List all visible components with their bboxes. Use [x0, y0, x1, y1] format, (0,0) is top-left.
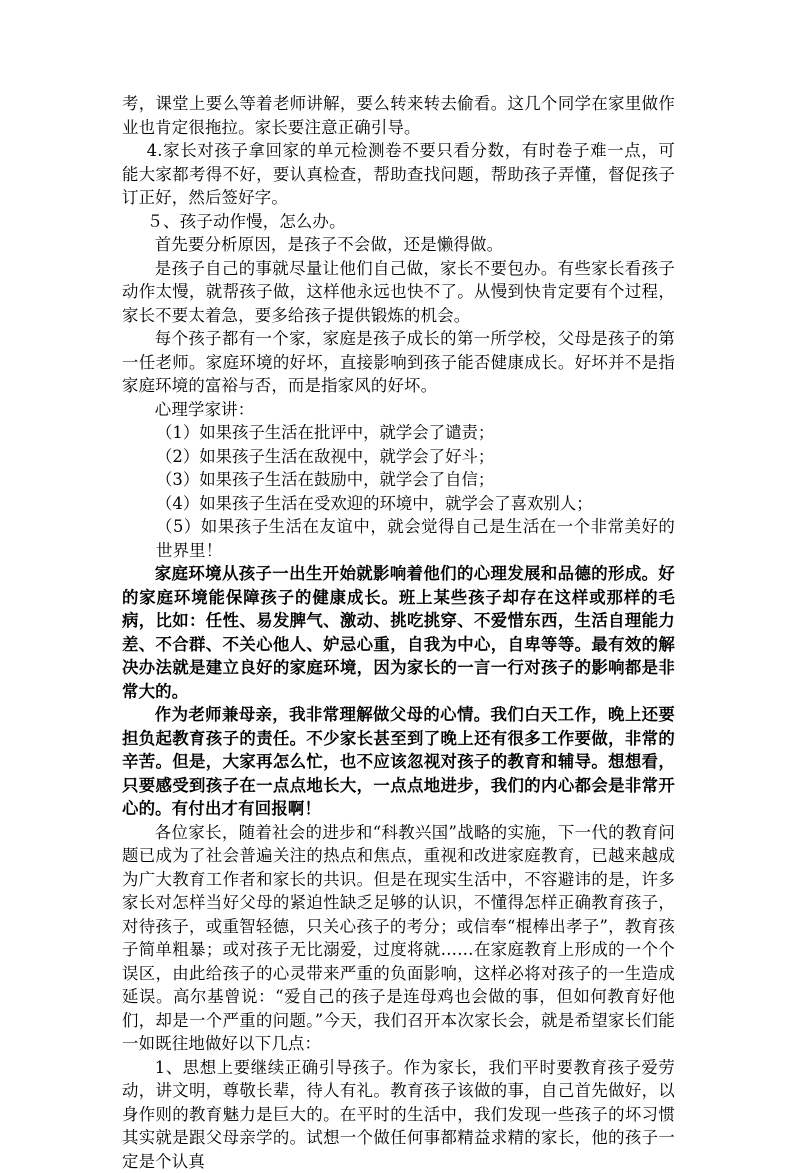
- document-page: [122, 92, 675, 1173]
- paragraph-teacher-mother: 作为老师兼母亲，我非常理解做父母的心情。我们白天工作，晚上还要担负起教育孩子的责任。不少家长甚至到了晚上还有很多工作要做，非常的辛苦。但是，大家再怎么忙，也不应该忽视对孩子的教育和辅导。想想看，只要感受到孩子在一点点地长大，一点点地进步，我们的内心都会是非常开心的。有付出才有回报啊！: [122, 703, 675, 821]
- paragraph-continuation: 考，课堂上要么等着老师讲解，要么转来转去偷看。这几个同学在家里做作业也肯定很拖拉。家长要注意正确引导。: [122, 92, 675, 139]
- paragraph-point-4: 4.家长对孩子拿回家的单元检测卷不要只看分数，有时卷子难一点，可能大家都考得不好，要认真检查，帮助查找问题，帮助孩子弄懂，督促孩子订正好，然后签好字。: [122, 139, 675, 210]
- list-item-2: （2）如果孩子生活在敌视中，就学会了好斗；: [122, 445, 675, 469]
- paragraph-heading-5: ５、孩子动作慢，怎么办。: [122, 210, 675, 234]
- paragraph-family-school: 每个孩子都有一个家，家庭是孩子成长的第一所学校，父母是孩子的第一任老师。家庭环境的好坏，直接影响到孩子能否健康成长。好坏并不是指家庭环境的富裕与否，而是指家风的好坏。: [122, 327, 675, 398]
- paragraph-point-1: 1、思想上要继续正确引导孩子。作为家长，我们平时要教育孩子爱劳动，讲文明，尊敬长辈，待人有礼。教育孩子该做的事，自己首先做好，以身作则的教育魅力是巨大的。在平时的生活中，我们发现一些孩子的坏习惯其实就是跟父母亲学的。试想一个做任何事都精益求精的家长，他的孩子一定是个认真: [122, 1056, 675, 1173]
- paragraph-own-things: 是孩子自己的事就尽量让他们自己做，家长不要包办。有些家长看孩子动作太慢，就帮孩子做，这样他永远也快不了。从慢到快肯定要有个过程，家长不要太着急，要多给孩子提供锻炼的机会。: [122, 257, 675, 328]
- paragraph-family-environment: 家庭环境从孩子一出生开始就影响着他们的心理发展和品德的形成。好的家庭环境能保障孩子的健康成长。班上某些孩子却存在这样或那样的毛病，比如：任性、易发脾气、激动、挑吃挑穿、不爱惜东西，生活自理能力差、不合群、不关心他人、妒忌心重，自我为中心，自卑等等。最有效的解决办法就是建立良好的家庭环境，因为家长的一言一行对孩子的影响都是非常大的。: [122, 562, 675, 703]
- paragraph-analyze-cause: 首先要分析原因，是孩子不会做，还是懒得做。: [122, 233, 675, 257]
- paragraph-dear-parents: 各位家长，随着社会的进步和“科教兴国”战略的实施，下一代的教育问题已成为了社会普遍关注的热点和焦点，重视和改进家庭教育，已越来越成为广大教育工作者和家长的共识。但是在现实生活中，不容避讳的是，许多家长对怎样当好父母的紧迫性缺乏足够的认识，不懂得怎样正确教育孩子，对待孩子，或重智轻德，只关心孩子的考分；或信奉“棍棒出孝子”，教育孩子简单粗暴；或对孩子无比溺爱，过度将就……在家庭教育上形成的一个个误区，由此给孩子的心灵带来严重的负面影响，这样必将对孩子的一生造成延误。高尔基曾说：“爱自己的孩子是连母鸡也会做的事，但如何教育好他们，却是一个严重的问题。”今天，我们召开本次家长会，就是希望家长们能一如既往地做好以下几点：: [122, 821, 675, 1056]
- list-item-4: （4）如果孩子生活在受欢迎的环境中，就学会了喜欢别人；: [122, 492, 675, 516]
- paragraph-psychologist: 心理学家讲：: [122, 398, 675, 422]
- list-item-3: （3）如果孩子生活在鼓励中，就学会了自信；: [122, 468, 675, 492]
- list-item-5: （5）如果孩子生活在友谊中，就会觉得自己是生活在一个非常美好的世界里！: [122, 515, 675, 562]
- list-item-1: （1）如果孩子生活在批评中，就学会了谴责；: [122, 421, 675, 445]
